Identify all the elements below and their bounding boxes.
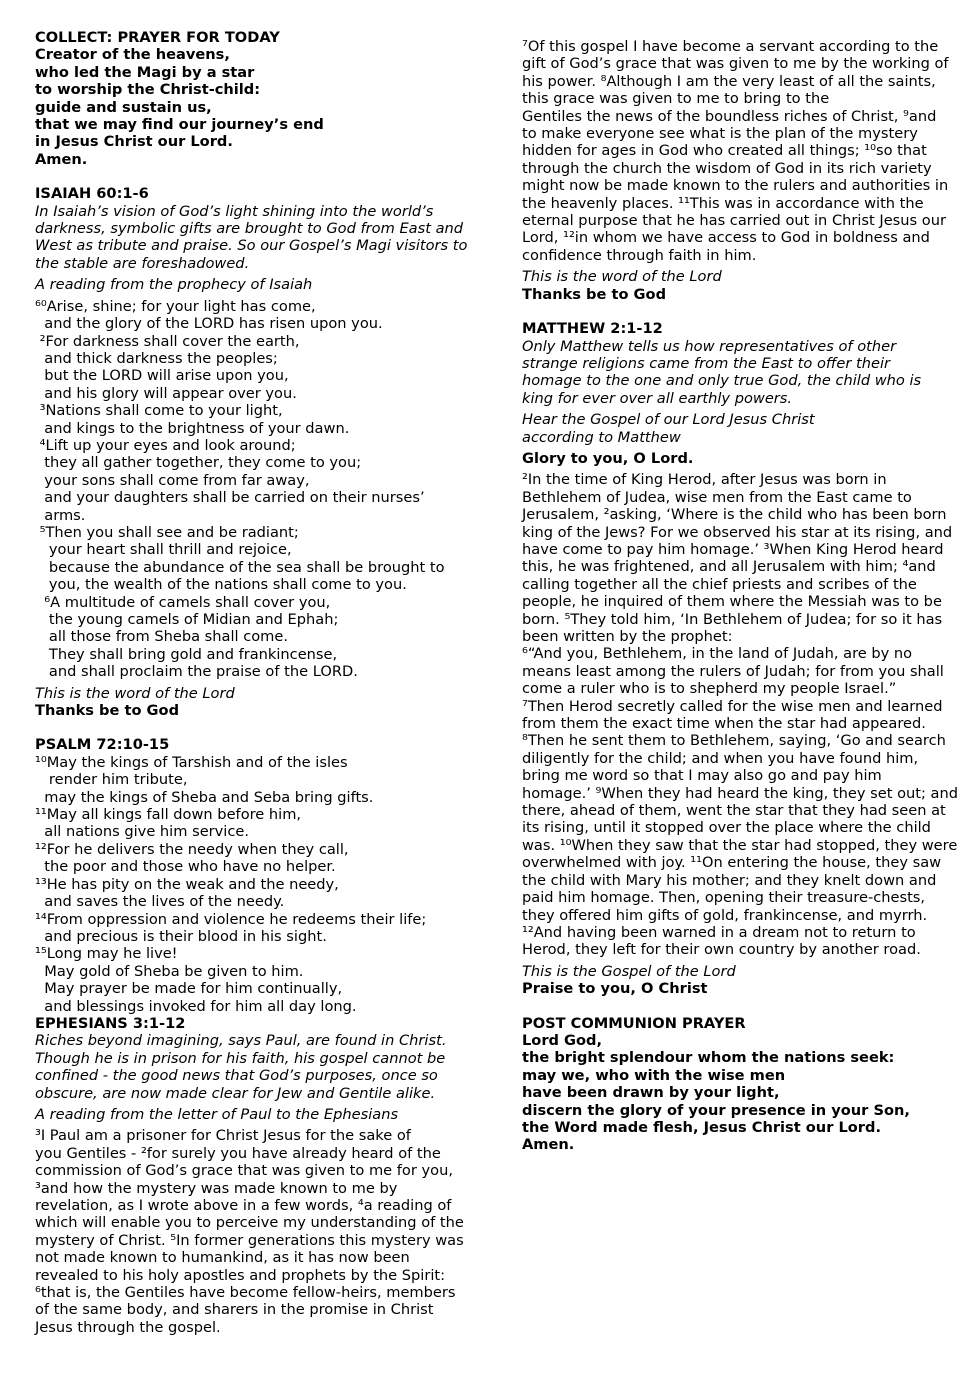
text-line: the young camels of Midian and Ephah;	[35, 611, 339, 628]
text-line: ³and how the mystery was made known to me by	[35, 1179, 398, 1197]
text-line: come a ruler who is to shepherd my people Israel.”	[522, 680, 897, 698]
text-line: revelation, as I wrote above in a few words, ⁴a reading of	[35, 1197, 452, 1214]
post-communion-title: POST COMMUNION PRAYER	[522, 1014, 746, 1032]
ephesians-response: Thanks be to God	[522, 285, 667, 303]
isaiah-reading-intro: A reading from the prophecy of Isaiah	[35, 276, 313, 294]
text-line: and his glory will appear over you.	[35, 384, 297, 402]
text-line: ⁶⁰Arise, shine; for your light has come,	[35, 297, 316, 315]
text-line: ²In the time of King Herod, after Jesus was born in	[522, 471, 887, 489]
text-line: mystery of Christ. ⁵In former generations this mystery was	[35, 1231, 464, 1249]
psalm-text	[35, 754, 475, 1015]
text-line: bring me word so that I may also go and pay him	[522, 767, 882, 785]
ephesians-title: EPHESIANS 3:1-12	[35, 1014, 186, 1032]
text-line: gift of God’s grace that was given to me by the working of	[522, 55, 949, 73]
text-line: may we, who with the wise men	[522, 1066, 786, 1084]
text-line: They shall bring gold and frankincense,	[35, 645, 338, 663]
text-line: according to Matthew	[522, 428, 681, 446]
text-line: ³Nations shall come to your light,	[35, 402, 283, 420]
psalm-title: PSALM 72:10-15	[35, 736, 170, 754]
matthew-intro	[522, 338, 962, 408]
text-line: homage to the one and only true God, the child who is	[522, 372, 922, 390]
text-line: and blessings invoked for him all day long.	[35, 997, 357, 1015]
ephesians-intro: Riches beyond imagining, says Paul, are found in Christ. Though he is in prison for his faith, his gospel cannot be confined - the good news that God’s purposes, once so obscure, are now made clear for Jew and Gentile alike.	[35, 1032, 447, 1102]
text-line: ¹³He has pity on the weak and the needy,	[35, 875, 339, 893]
text-line: may the kings of Sheba and Seba bring gifts.	[35, 788, 374, 806]
text-line: his power. ⁸Although I am the very least of all the saints,	[522, 72, 936, 90]
text-line: not made known to humankind, as it has now been	[35, 1249, 410, 1267]
matthew-response: Praise to you, O Christ	[522, 980, 708, 998]
text-line: because the abundance of the sea shall be brought to	[35, 558, 445, 576]
text-line: you Gentiles - ²for surely you have already heard of the	[35, 1144, 441, 1162]
text-line: this, he was frightened, and all Jerusalem with him; ⁴and	[522, 558, 936, 576]
matthew-title: MATTHEW 2:1-12	[522, 320, 663, 338]
text-line: this grace was given to me to bring to the	[522, 90, 830, 108]
ephesians-continued	[522, 38, 962, 303]
text-line: ¹⁵Long may he live!	[35, 945, 178, 963]
text-line: Only Matthew tells us how representatives of other	[522, 337, 897, 355]
text-line: Amen.	[35, 150, 88, 168]
text-line: who led the Magi by a star	[35, 63, 255, 81]
text-line: and thick darkness the peoples;	[35, 349, 278, 367]
text-line: diligently for the child; and when you have found him,	[522, 749, 919, 767]
left-column	[35, 29, 475, 1336]
text-line: born. ⁵They told him, ‘In Bethlehem of Judea; for so it has	[522, 610, 943, 628]
isaiah-title: ISAIAH 60:1-6	[35, 185, 149, 203]
text-line: have come to pay him homage.’ ³When King Herod heard	[522, 540, 944, 558]
text-line: discern the glory of your presence in your Son,	[522, 1101, 910, 1119]
collect-section	[35, 29, 475, 168]
text-line: they offered him gifts of gold, frankincense, and myrrh.	[522, 906, 928, 924]
text-line: confidence through faith in him.	[522, 246, 757, 264]
text-line: ⁶A multitude of camels shall cover you,	[35, 593, 331, 611]
ephesians-response-call: This is the word of the Lord	[522, 268, 722, 286]
text-line: ²For darkness shall cover the earth,	[35, 332, 300, 350]
text-line: and precious is their blood in his sight.	[35, 927, 327, 945]
text-line: ⁷Then Herod secretly called for the wise men and learned	[522, 697, 943, 715]
text-line: ¹²For he delivers the needy when they call,	[35, 840, 349, 858]
isaiah-text	[35, 298, 475, 681]
collect-prayer	[35, 46, 475, 168]
text-line: in Jesus Christ our Lord.	[35, 133, 233, 151]
text-line: calling together all the chief priests and scribes of the	[522, 575, 917, 593]
text-line: Amen.	[522, 1136, 575, 1154]
text-line: commission of God’s grace that was given to me for you,	[35, 1162, 453, 1180]
text-line: the Word made flesh, Jesus Christ our Lord.	[522, 1118, 881, 1136]
text-line: May gold of Sheba be given to him.	[35, 962, 304, 980]
text-line: overwhelmed with joy. ¹¹On entering the house, they saw	[522, 854, 942, 872]
text-line: ⁴Lift up your eyes and look around;	[35, 436, 296, 454]
text-line: your heart shall thrill and rejoice,	[35, 541, 292, 559]
text-line: Jerusalem, ²asking, ‘Where is the child who has been born	[522, 506, 947, 524]
text-line: ⁸Then he sent them to Bethlehem, saying, ‘Go and search	[522, 732, 946, 750]
psalm-section	[35, 736, 475, 1015]
text-line: ³I Paul am a prisoner for Christ Jesus for the sake of	[35, 1127, 411, 1145]
text-line: ¹²And having been warned in a dream not to return to	[522, 923, 916, 941]
text-line: might now be made known to the rulers and authorities in	[522, 177, 949, 195]
text-line: to make everyone see what is the plan of the mystery	[522, 125, 918, 143]
isaiah-section	[35, 185, 475, 719]
text-line: Creator of the heavens,	[35, 46, 230, 64]
text-line: but the LORD will arise upon you,	[35, 367, 289, 385]
text-line: the bright splendour whom the nations seek:	[522, 1049, 895, 1067]
post-communion-prayer	[522, 1032, 962, 1154]
text-line: ⁶“And you, Bethlehem, in the land of Judah, are by no	[522, 645, 913, 663]
text-line: have been drawn by your light,	[522, 1084, 780, 1102]
text-line: Jesus through the gospel.	[35, 1318, 221, 1336]
text-line: Bethlehem of Judea, wise men from the East came to	[522, 488, 912, 506]
text-line: and your daughters shall be carried on their nurses’	[35, 489, 425, 507]
ephesians-reading-intro: A reading from the letter of Paul to the Ephesians	[35, 1105, 399, 1123]
text-line: hidden for ages in God who created all things; ¹⁰so that	[522, 142, 927, 160]
text-line: people, he inquired of them where the Messiah was to be	[522, 593, 942, 611]
text-line: means least among the rulers of Judah; for from you shall	[522, 662, 944, 680]
text-line: Hear the Gospel of our Lord Jesus Christ	[522, 411, 815, 429]
text-line: render him tribute,	[35, 771, 188, 789]
text-line: of the same body, and sharers in the promise in Christ	[35, 1301, 434, 1319]
text-line: ⁶that is, the Gentiles have become fellow-heirs, members	[35, 1284, 456, 1302]
text-line: Lord God,	[522, 1031, 603, 1049]
matthew-response-call: This is the Gospel of the Lord	[522, 962, 736, 980]
isaiah-response-call: This is the word of the Lord	[35, 684, 235, 702]
ephesians-text-continued	[522, 38, 962, 264]
text-line: the heavenly places. ¹¹This was in accordance with the	[522, 194, 924, 212]
text-line: paid him homage. Then, opening their treasure-chests,	[522, 889, 926, 907]
matthew-section	[522, 320, 962, 997]
matthew-gospel-response: Glory to you, O Lord.	[522, 449, 694, 467]
text-line: and kings to the brightness of your dawn.	[35, 419, 350, 437]
text-line: arms.	[35, 506, 86, 524]
text-line: the child with Mary his mother; and they knelt down and	[522, 871, 937, 889]
matthew-gospel-intro	[522, 411, 962, 446]
post-communion-section	[522, 1015, 962, 1154]
text-line: Herod, they left for their own country by another road.	[522, 941, 921, 959]
text-line: ¹⁰May the kings of Tarshish and of the isles	[35, 753, 348, 771]
text-line: ¹¹May all kings fall down before him,	[35, 806, 302, 824]
text-line: and the glory of the LORD has risen upon you.	[35, 315, 383, 333]
text-line: Lord, ¹²in whom we have access to God in boldness and	[522, 229, 930, 247]
text-line: ⁷Of this gospel I have become a servant according to the	[522, 38, 939, 55]
text-line: strange religions came from the East to offer their	[522, 354, 891, 372]
text-line: through the church the wisdom of God in its rich variety	[522, 159, 932, 177]
text-line: they all gather together, they come to you;	[35, 454, 362, 472]
right-column	[522, 38, 962, 1154]
text-line: and saves the lives of the needy.	[35, 893, 285, 911]
text-line: Gentiles the news of the boundless riches of Christ, ⁹and	[522, 107, 937, 125]
text-line: and shall proclaim the praise of the LORD.	[35, 663, 358, 681]
text-line: king of the Jews? For we observed his star at its rising, and	[522, 523, 953, 541]
text-line: which will enable you to perceive my understanding of the	[35, 1214, 464, 1232]
text-line: eternal purpose that he has carried out in Christ Jesus our	[522, 212, 946, 230]
text-line: that we may find our journey’s end	[35, 116, 324, 134]
text-line: all those from Sheba shall come.	[35, 628, 288, 646]
text-line: from them the exact time when the star had appeared.	[522, 715, 926, 733]
isaiah-response: Thanks be to God	[35, 702, 180, 720]
text-line: there, ahead of them, went the star that they had seen at	[522, 802, 946, 820]
text-line: you, the wealth of the nations shall come to you.	[35, 576, 407, 594]
text-line: revealed to his holy apostles and prophets by the Spirit:	[35, 1266, 446, 1284]
text-line: king for ever over all earthly powers.	[522, 389, 793, 407]
isaiah-intro: In Isaiah’s vision of God’s light shining into the world’s darkness, symbolic gifts are brought to God from East and West as tribute and praise. So our Gospel’s Magi visitors to the stable are foreshadowed.	[35, 202, 468, 272]
text-line: its rising, until it stopped over the place where the child	[522, 819, 931, 837]
ephesians-section	[35, 1015, 475, 1336]
matthew-text	[522, 471, 962, 958]
text-line: ¹⁴From oppression and violence he redeems their life;	[35, 910, 427, 928]
text-line: was. ¹⁰When they saw that the star had stopped, they were	[522, 836, 958, 854]
text-line: to worship the Christ-child:	[35, 81, 261, 99]
text-line: the poor and those who have no helper.	[35, 858, 336, 876]
text-line: your sons shall come from far away,	[35, 471, 310, 489]
text-line: guide and sustain us,	[35, 98, 212, 116]
text-line: been written by the prophet:	[522, 628, 733, 645]
text-line: homage.’ ⁹When they had heard the king, they set out; and	[522, 784, 958, 802]
ephesians-text	[35, 1127, 475, 1336]
text-line: ⁵Then you shall see and be radiant;	[35, 523, 299, 541]
collect-title: COLLECT: PRAYER FOR TODAY	[35, 29, 280, 46]
text-line: all nations give him service.	[35, 823, 250, 841]
text-line: May prayer be made for him continually,	[35, 980, 343, 998]
